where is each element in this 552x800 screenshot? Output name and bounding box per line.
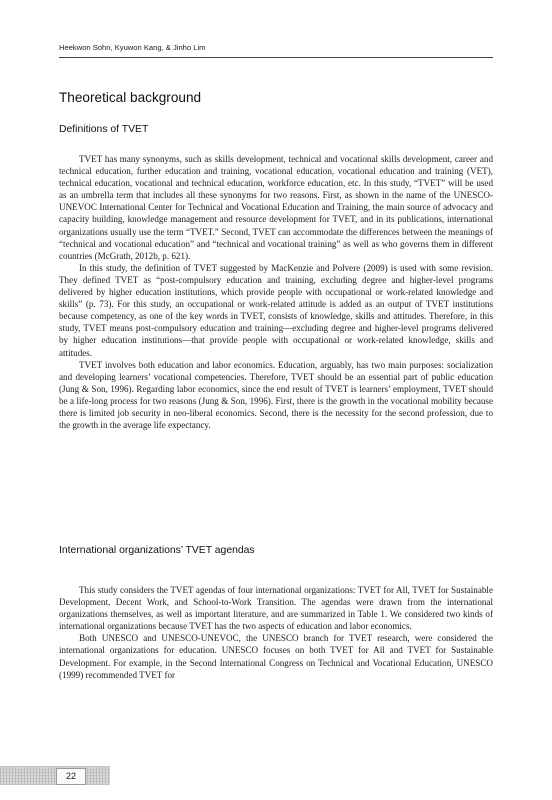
paragraph: TVET involves both education and labor economics. Education, arguably, has two main purposes: socialization and developing learners’ vocational competencies. Therefore, TVET should be an essential part of public education (Jung & Son, 1996). Regarding labor economics, since the end result of TVET is learners’ employment, TVET should be a life-long process for two reasons (Jung & Son, 1996). First, there is the growth in the vocational mobility because there is limited job security in neo-liberal economics. Second, there is the necessity for the second profession, due to the growth in the average life expectancy.: [59, 359, 493, 431]
agendas-body: [59, 584, 493, 681]
page-number: 22: [56, 768, 86, 785]
paragraph: In this study, the definition of TVET suggested by MacKenzie and Polvere (2009) is used with some revision. They defined TVET as “post-compulsory education and training, excluding degree and higher-level programs delivered by higher education institutions, which provide people with occupational or work-related knowledge and skills” (p. 73). For this study, an occupational or work-related attitude is added as an output of TVET institutions because competency, as one of the key words in TVET, consists of knowledge, skills and attitudes. Therefore, in this study, TVET means post-compulsory education and training—excluding degree and higher-level programs delivered by higher education institutions—that provide people with occupational or work-related knowledge, skills and attitudes.: [59, 262, 493, 358]
running-head: Heekwon Sohn, Kyuwon Kang, & Jinho Lim: [59, 43, 206, 52]
page-number-tab: [0, 766, 110, 785]
definitions-body: [59, 153, 493, 431]
section-title: Theoretical background: [59, 90, 202, 105]
subsection-title-agendas: International organizations’ TVET agendas: [59, 545, 255, 556]
paragraph: TVET has many synonyms, such as skills development, technical and vocational skills development, career and technical education, further education and training, vocational education, vocational education and training (VET), technical education, vocational and technical education, workforce education, etc. In this study, “TVET” will be used as an umbrella term that includes all these synonyms for two reasons. First, as shown in the name of the UNESCO-UNEVOC International Center for Technical and Vocational Education and Training, the main source of advocacy and capacity building, knowledge management and resource development for TVET, and in its publications, international organizations usually use the term “TVET.” Second, TVET can accommodate the differences between the meanings of “technical and vocational education” and “technical and vocational training” as well as who governs them in different countries (McGrath, 2012b, p. 621).: [59, 154, 493, 261]
paragraph: This study considers the TVET agendas of four international organizations: TVET for All, TVET for Sustainable Development, Decent Work, and School-to-Work Transition. The agendas were drawn from the international organizations themselves, as well as important literature, and are summarized in Table 1. We considered two kinds of international organizations because TVET has the two aspects of education and labor economics.: [59, 585, 493, 632]
paragraph: Both UNESCO and UNESCO-UNEVOC, the UNESCO branch for TVET research, were considered the international organizations for education. UNESCO focuses on both TVET for All and TVET for Sustainable Development. For example, in the Second International Congress on Technical and Vocational Education, UNESCO (1999) recommended TVET for: [59, 633, 493, 680]
subsection-title-definitions: Definitions of TVET: [59, 124, 149, 135]
header-rule: [59, 57, 493, 58]
